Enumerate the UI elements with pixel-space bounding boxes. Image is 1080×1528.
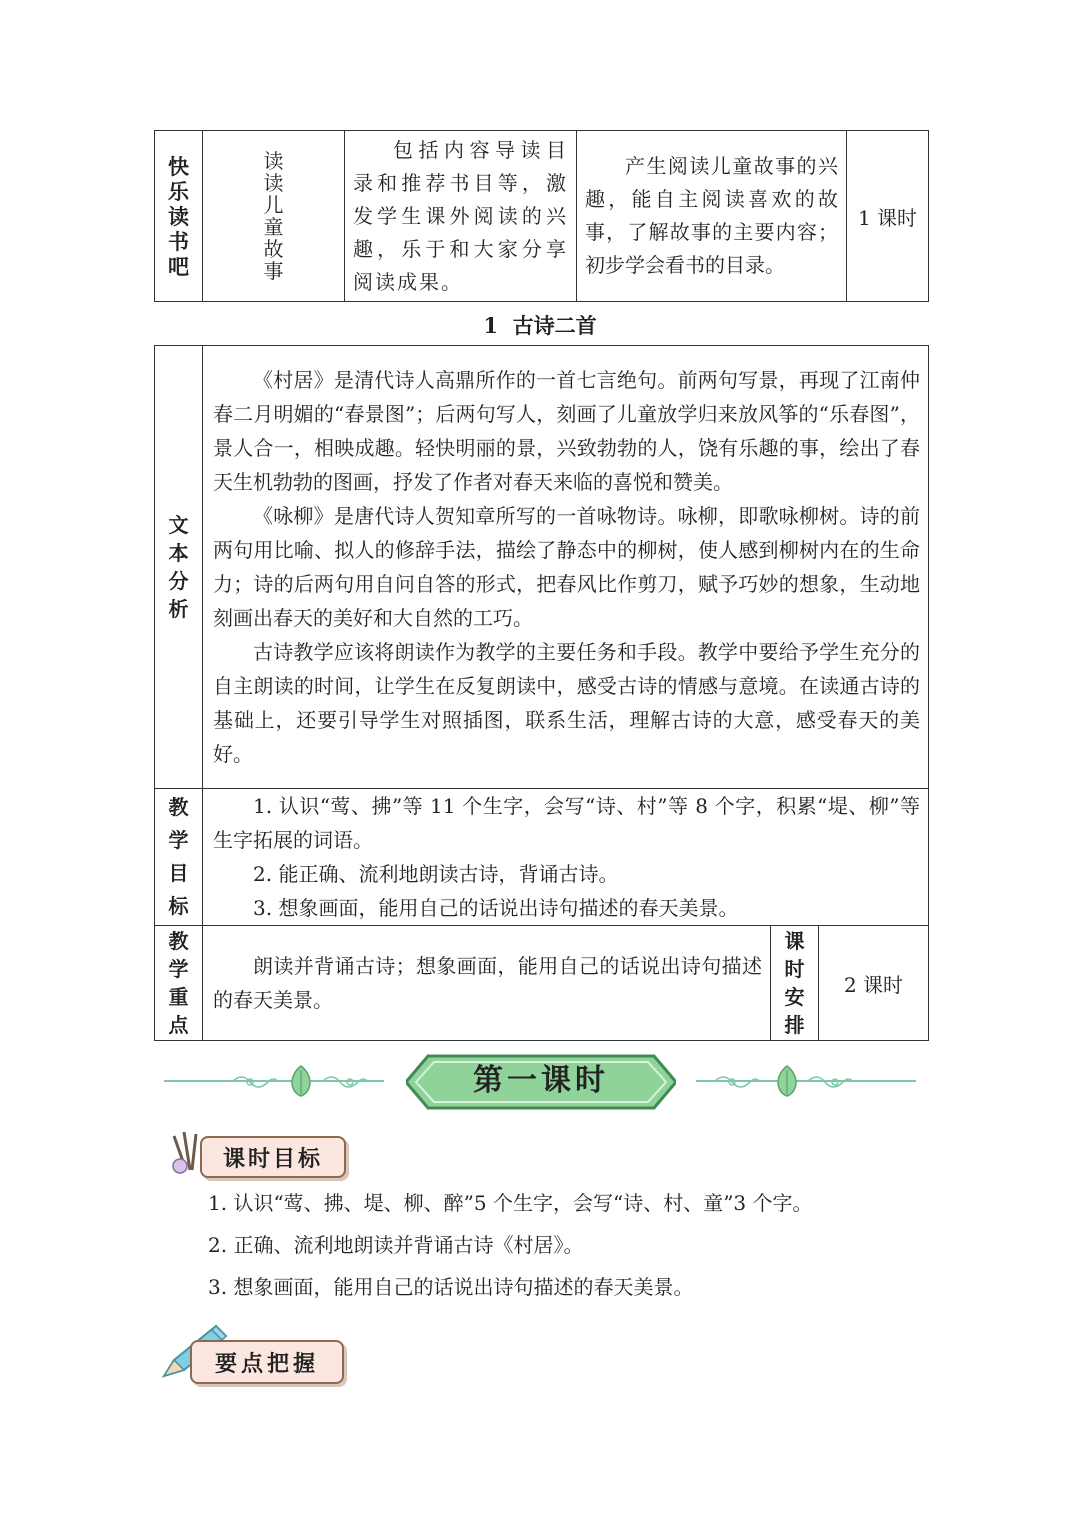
teaching-goal-item: 3. 想象画面，能用自己的话说出诗句描述的春天美景。 [253,896,739,920]
schedule-value [819,926,929,1041]
swirl-icon [805,1070,855,1092]
reading-hours [847,131,929,302]
teaching-goals-label-text: 教学目标 [168,795,189,918]
teaching-goals-label [155,789,203,926]
swirl-icon [230,1070,280,1092]
reading-content-text: 包括内容导读目录和推荐书目等，激发学生课外阅读的兴趣，乐于和大家分享阅读成果。 [353,137,568,294]
reading-section-text: 快乐读书吧 [168,153,189,279]
teaching-goal-item: 2. 能正确、流利地朗读古诗，背诵古诗。 [253,862,619,886]
text-analysis-label-text: 文本分析 [168,513,189,621]
reading-content [345,131,577,302]
analysis-paragraph: 《村居》是清代诗人高鼎所作的一首七言绝句。前两句写景，再现了江南仲春二月明媚的“春景图”；后两句写人，刻画了儿童放学归来放风筝的“乐春图”，景人合一，相映成趣。轻快明丽的景，兴致勃勃的人，饶有乐趣的事，绘出了春天生机勃勃的图画，抒发了作者对春天来临的喜悦和赞美。 [213,368,920,494]
key-points-text: 朗读并背诵古诗；想象画面，能用自己的话说出诗句描述的春天美景。 [213,954,762,1012]
reading-goal-text: 产生阅读儿童故事的兴趣，能自主阅读喜欢的故事，了解故事的主要内容；初步学会看书的目录。 [585,154,838,277]
reading-section-label [155,131,203,302]
analysis-paragraph: 古诗教学应该将朗读作为教学的主要任务和手段。教学中要给予学生充分的自主朗读的时间，让学生在反复朗读中，感受古诗的情感与意境。在读通古诗的基础上，还要引导学生对照插图，联系生活，理解古诗的大意，感受春天的美好。 [213,640,920,766]
swirl-icon [320,1070,370,1092]
lesson-goal-item: 2. 正确、流利地朗读并背诵古诗《村居》。 [208,1233,584,1257]
banner-title: 第一课时 [473,1063,609,1098]
key-points-label-text: 教学重点 [168,929,189,1037]
reading-goal [577,131,847,302]
key-grasp-badge [190,1340,344,1384]
schedule-value-text: 2 课时 [843,972,904,997]
lesson-banner [160,1050,920,1114]
reading-table [154,130,929,302]
reading-hours-text: 1 课时 [857,205,918,230]
key-points-body [203,926,771,1041]
key-points-label [155,926,203,1041]
text-analysis-body [203,346,929,789]
key-grasp-badge-text: 要点把握 [214,1350,319,1377]
reading-topic-text: 读读儿童故事 [263,149,284,283]
lesson-goals-list [208,1186,928,1304]
reading-topic [203,131,345,302]
analysis-paragraph: 《咏柳》是唐代诗人贺知章所写的一首咏物诗。咏柳，即歌咏柳树。诗的前两句用比喻、拟人的修辞手法，描绘了静态中的柳树，使人感到柳树内在的生命力；诗的后两句用自问自答的形式，把春风比作剪刀，赋予巧妙的想象，生动地刻画出春天的美好和大自然的工巧。 [213,504,920,630]
lesson-goal-item: 3. 想象画面，能用自己的话说出诗句描述的春天美景。 [208,1275,694,1299]
leaf-icon [286,1064,316,1098]
lesson-goals-badge [200,1136,346,1178]
schedule-label [771,926,819,1041]
text-analysis-label [155,346,203,789]
lesson-goals-badge-text: 课时目标 [222,1145,323,1172]
lesson-goal-item: 1. 认识“莺、拂、堤、柳、醉”5 个生字，会写“诗、村、童”3 个字。 [208,1191,813,1215]
swirl-icon [712,1070,762,1092]
teaching-goal-item: 1. 认识“莺、拂”等 11 个生字，会写“诗、村”等 8 个字，积累“堤、柳”等生字拓展的词语。 [213,794,920,852]
leaf-icon [772,1064,802,1098]
analysis-table [154,345,929,1041]
lesson-title: 1 古诗二首 [483,313,597,338]
schedule-label-text: 课时安排 [784,929,805,1037]
teaching-goals-body [203,789,929,926]
